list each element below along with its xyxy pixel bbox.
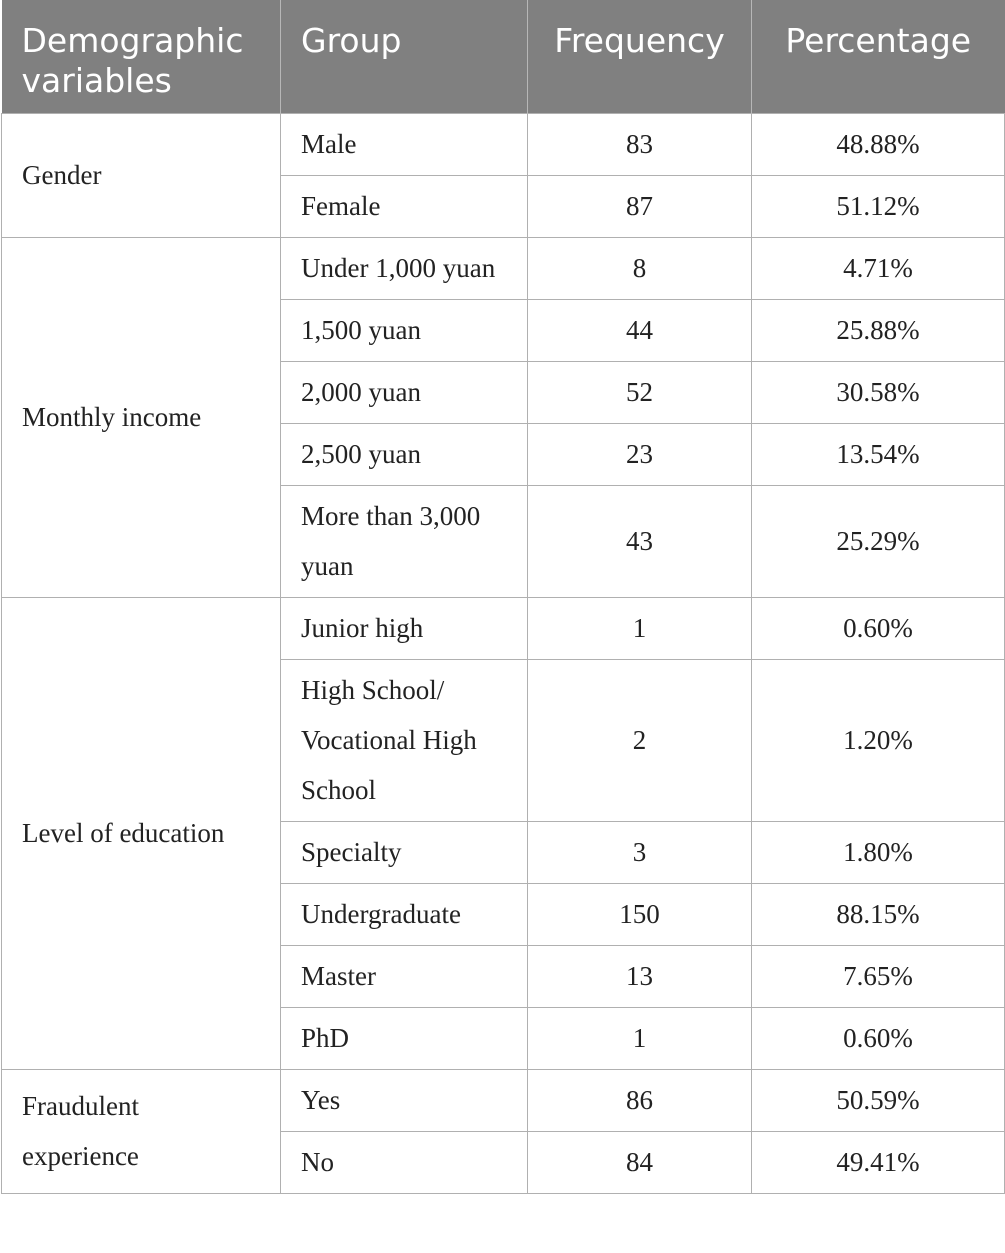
percentage-cell: 25.88% [752,299,1005,361]
frequency-cell: 1 [528,1007,752,1069]
variable-cell: Level of education [2,597,281,1069]
percentage-cell: 25.29% [752,485,1005,597]
header-percentage: Percentage [752,0,1005,113]
percentage-cell: 0.60% [752,1007,1005,1069]
group-cell: Under 1,000 yuan [281,237,528,299]
group-cell: Specialty [281,821,528,883]
frequency-cell: 87 [528,175,752,237]
header-group: Group [281,0,528,113]
demographics-table [1,0,1005,1194]
table-row [2,597,1005,659]
percentage-cell: 1.20% [752,659,1005,821]
frequency-cell: 3 [528,821,752,883]
table-row [2,237,1005,299]
percentage-cell: 49.41% [752,1131,1005,1193]
group-cell: More than 3,000 yuan [281,485,528,597]
percentage-cell: 1.80% [752,821,1005,883]
table-body [2,113,1005,1193]
group-cell: Female [281,175,528,237]
frequency-cell: 44 [528,299,752,361]
group-cell: Junior high [281,597,528,659]
group-cell: High School/ Vocational High School [281,659,528,821]
group-cell: 2,500 yuan [281,423,528,485]
frequency-cell: 13 [528,945,752,1007]
frequency-cell: 43 [528,485,752,597]
percentage-cell: 4.71% [752,237,1005,299]
group-cell: 1,500 yuan [281,299,528,361]
percentage-cell: 13.54% [752,423,1005,485]
frequency-cell: 2 [528,659,752,821]
header-demographic-variables: Demographic variables [2,0,281,113]
header-frequency: Frequency [528,0,752,113]
percentage-cell: 88.15% [752,883,1005,945]
group-cell: PhD [281,1007,528,1069]
frequency-cell: 150 [528,883,752,945]
frequency-cell: 1 [528,597,752,659]
header-row [2,0,1005,113]
frequency-cell: 52 [528,361,752,423]
percentage-cell: 7.65% [752,945,1005,1007]
table-header [2,0,1005,113]
group-cell: Male [281,113,528,175]
variable-cell: Fraudulent experience [2,1069,281,1193]
percentage-cell: 0.60% [752,597,1005,659]
percentage-cell: 50.59% [752,1069,1005,1131]
percentage-cell: 48.88% [752,113,1005,175]
group-cell: Undergraduate [281,883,528,945]
frequency-cell: 86 [528,1069,752,1131]
frequency-cell: 8 [528,237,752,299]
variable-cell: Monthly income [2,237,281,597]
group-cell: Master [281,945,528,1007]
table-row [2,1069,1005,1131]
percentage-cell: 30.58% [752,361,1005,423]
variable-cell: Gender [2,113,281,237]
frequency-cell: 23 [528,423,752,485]
percentage-cell: 51.12% [752,175,1005,237]
frequency-cell: 84 [528,1131,752,1193]
group-cell: No [281,1131,528,1193]
group-cell: Yes [281,1069,528,1131]
frequency-cell: 83 [528,113,752,175]
group-cell: 2,000 yuan [281,361,528,423]
table-row [2,113,1005,175]
